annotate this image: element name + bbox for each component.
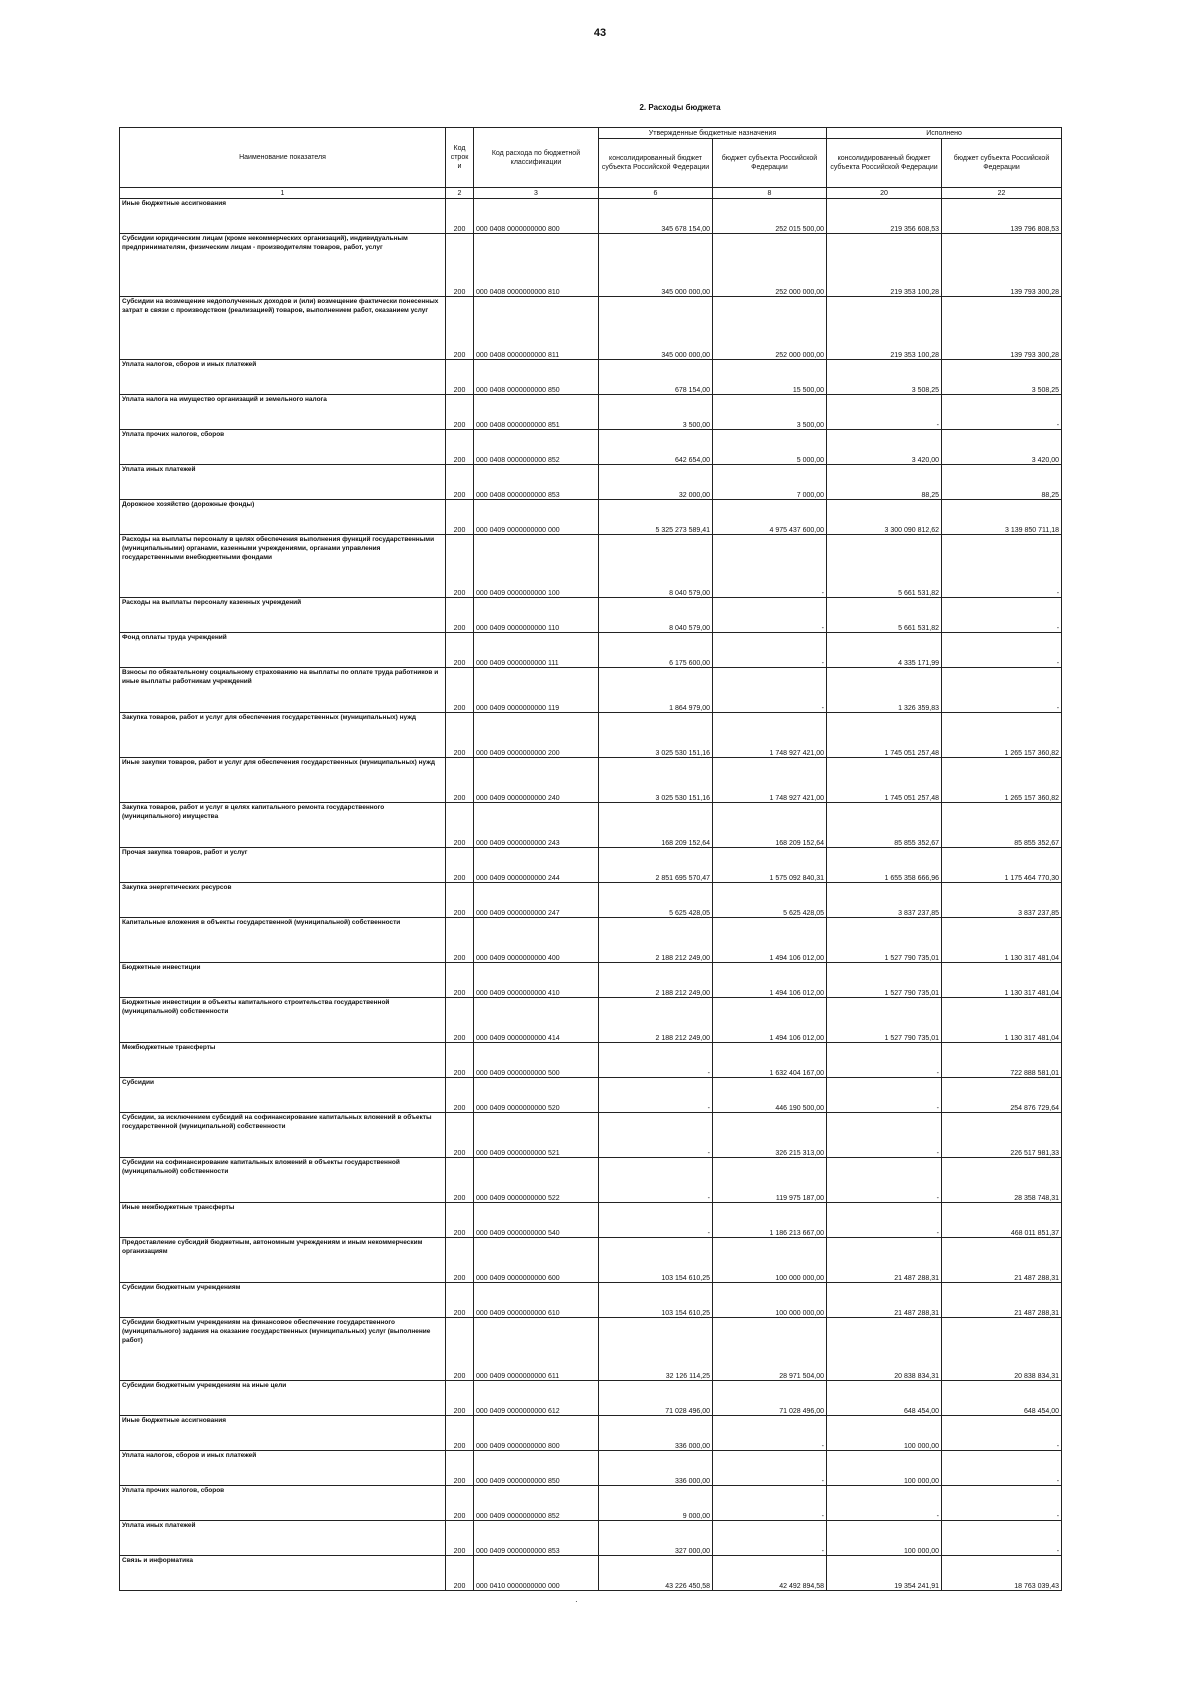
row-name: Уплата налогов, сборов и иных платежей — [120, 1451, 446, 1486]
row-approved-consolidated: 71 028 496,00 — [599, 1381, 713, 1416]
row-approved-subject: - — [713, 1521, 827, 1556]
header-executed: Исполнено — [827, 128, 1062, 139]
row-executed-consolidated: 3 837 237,85 — [827, 883, 942, 918]
row-executed-subject: 20 838 834,31 — [942, 1318, 1062, 1381]
row-executed-subject: - — [942, 1416, 1062, 1451]
row-executed-subject: 226 517 981,33 — [942, 1113, 1062, 1158]
row-class-code: 000 0408 0000000000 853 — [474, 465, 599, 500]
row-name: Уплата налога на имущество организаций и земельного налога — [120, 395, 446, 430]
row-line-code: 200 — [446, 465, 474, 500]
row-approved-subject: 1 748 927 421,00 — [713, 758, 827, 803]
header-name: Наименование показателя — [120, 128, 446, 188]
table-row — [120, 1451, 1062, 1486]
row-approved-consolidated: 6 175 600,00 — [599, 633, 713, 668]
row-name: Иные бюджетные ассигнования — [120, 1416, 446, 1451]
row-executed-consolidated: 3 508,25 — [827, 360, 942, 395]
row-name: Субсидии бюджетным учреждениям на финансовое обеспечение государственного (муниципального) задания на оказание государственных (муниципальных) услуг (выполнение работ) — [120, 1318, 446, 1381]
row-approved-subject: 15 500,00 — [713, 360, 827, 395]
row-class-code: 000 0409 0000000000 852 — [474, 1486, 599, 1521]
row-approved-consolidated: 103 154 610,25 — [599, 1283, 713, 1318]
row-executed-consolidated: 19 354 241,91 — [827, 1556, 942, 1591]
row-line-code: 200 — [446, 668, 474, 713]
row-line-code: 200 — [446, 1318, 474, 1381]
row-line-code: 200 — [446, 1451, 474, 1486]
row-approved-consolidated: 103 154 610,25 — [599, 1238, 713, 1283]
table-row — [120, 430, 1062, 465]
row-line-code: 200 — [446, 430, 474, 465]
row-name: Субсидии, за исключением субсидий на софинансирование капитальных вложений в объекты государственной (муниципальной) собственности — [120, 1113, 446, 1158]
row-executed-subject: 139 793 300,28 — [942, 297, 1062, 360]
row-class-code: 000 0409 0000000000 520 — [474, 1078, 599, 1113]
row-name: Предоставление субсидий бюджетным, автономным учреждениям и иным некоммерческим организациям — [120, 1238, 446, 1283]
row-name: Субсидии бюджетным учреждениям — [120, 1283, 446, 1318]
row-name: Субсидии бюджетным учреждениям на иные цели — [120, 1381, 446, 1416]
row-approved-consolidated: 2 188 212 249,00 — [599, 918, 713, 963]
row-executed-consolidated: - — [827, 1486, 942, 1521]
row-approved-consolidated: 3 025 530 151,16 — [599, 758, 713, 803]
row-approved-consolidated: 336 000,00 — [599, 1416, 713, 1451]
row-name: Уплата прочих налогов, сборов — [120, 430, 446, 465]
row-line-code: 200 — [446, 883, 474, 918]
row-approved-subject: 4 975 437 600,00 — [713, 500, 827, 535]
row-approved-consolidated: 345 678 154,00 — [599, 199, 713, 234]
row-executed-consolidated: - — [827, 1158, 942, 1203]
row-class-code: 000 0409 0000000000 247 — [474, 883, 599, 918]
header-class-code: Код расхода по бюджетной классификации — [474, 128, 599, 188]
row-approved-consolidated: 32 126 114,25 — [599, 1318, 713, 1381]
row-executed-subject: - — [942, 1451, 1062, 1486]
row-name: Иные межбюджетные трансферты — [120, 1203, 446, 1238]
row-approved-consolidated: 642 654,00 — [599, 430, 713, 465]
row-line-code: 200 — [446, 395, 474, 430]
row-class-code: 000 0408 0000000000 810 — [474, 234, 599, 297]
row-approved-subject: 100 000 000,00 — [713, 1283, 827, 1318]
row-executed-subject: - — [942, 1521, 1062, 1556]
row-name: Субсидии юридическим лицам (кроме некоммерческих организаций), индивидуальным предпринимателям, физическим лицам - производителям товаров, работ, услуг — [120, 234, 446, 297]
row-name: Субсидии — [120, 1078, 446, 1113]
row-executed-subject: - — [942, 598, 1062, 633]
row-name: Иные закупки товаров, работ и услуг для обеспечения государственных (муниципальных) нужд — [120, 758, 446, 803]
row-executed-consolidated: 20 838 834,31 — [827, 1318, 942, 1381]
table-row — [120, 883, 1062, 918]
row-approved-subject: 252 000 000,00 — [713, 234, 827, 297]
row-executed-subject: 21 487 288,31 — [942, 1238, 1062, 1283]
row-approved-consolidated: 5 625 428,05 — [599, 883, 713, 918]
column-number: 3 — [474, 188, 599, 199]
header-approved: Утвержденные бюджетные назначения — [599, 128, 827, 139]
header-approved-consolidated: консолидированный бюджет субъекта Российской Федерации — [599, 139, 713, 188]
row-executed-subject: 85 855 352,67 — [942, 803, 1062, 848]
row-line-code: 200 — [446, 1283, 474, 1318]
row-approved-subject: - — [713, 1416, 827, 1451]
row-executed-consolidated: 1 527 790 735,01 — [827, 998, 942, 1043]
row-executed-consolidated: 1 655 358 666,96 — [827, 848, 942, 883]
row-executed-subject: 648 454,00 — [942, 1381, 1062, 1416]
table-row — [120, 713, 1062, 758]
row-approved-subject: 3 500,00 — [713, 395, 827, 430]
row-class-code: 000 0409 0000000000 000 — [474, 500, 599, 535]
row-executed-consolidated: 100 000,00 — [827, 1521, 942, 1556]
row-class-code: 000 0409 0000000000 540 — [474, 1203, 599, 1238]
row-executed-subject: 3 420,00 — [942, 430, 1062, 465]
row-executed-consolidated: - — [827, 1113, 942, 1158]
row-line-code: 200 — [446, 713, 474, 758]
column-number: 6 — [599, 188, 713, 199]
row-executed-subject: 1 265 157 360,82 — [942, 758, 1062, 803]
row-class-code: 000 0409 0000000000 100 — [474, 535, 599, 598]
row-name: Межбюджетные трансферты — [120, 1043, 446, 1078]
row-approved-consolidated: 336 000,00 — [599, 1451, 713, 1486]
row-executed-consolidated: - — [827, 1078, 942, 1113]
row-approved-subject: 326 215 313,00 — [713, 1113, 827, 1158]
row-class-code: 000 0409 0000000000 850 — [474, 1451, 599, 1486]
row-name: Расходы на выплаты персоналу казенных учреждений — [120, 598, 446, 633]
row-executed-consolidated: 21 487 288,31 — [827, 1238, 942, 1283]
row-class-code: 000 0409 0000000000 400 — [474, 918, 599, 963]
row-executed-subject: - — [942, 633, 1062, 668]
table-row — [120, 1158, 1062, 1203]
row-name: Расходы на выплаты персоналу в целях обеспечения выполнения функций государственными (муниципальными) органами, казенными учреждениями, органами управления государственными внебюджетными фондами — [120, 535, 446, 598]
row-class-code: 000 0409 0000000000 119 — [474, 668, 599, 713]
row-executed-subject: - — [942, 668, 1062, 713]
row-class-code: 000 0409 0000000000 521 — [474, 1113, 599, 1158]
row-class-code: 000 0409 0000000000 111 — [474, 633, 599, 668]
row-class-code: 000 0409 0000000000 612 — [474, 1381, 599, 1416]
table-row — [120, 918, 1062, 963]
column-number: 1 — [120, 188, 446, 199]
row-approved-consolidated: - — [599, 1113, 713, 1158]
row-executed-consolidated: 1 527 790 735,01 — [827, 963, 942, 998]
row-approved-consolidated: 327 000,00 — [599, 1521, 713, 1556]
row-approved-subject: 42 492 894,58 — [713, 1556, 827, 1591]
row-executed-consolidated: 648 454,00 — [827, 1381, 942, 1416]
row-executed-consolidated: - — [827, 1203, 942, 1238]
row-approved-subject: 252 015 500,00 — [713, 199, 827, 234]
table-body — [120, 199, 1062, 1591]
row-line-code: 200 — [446, 1203, 474, 1238]
row-approved-subject: 1 494 106 012,00 — [713, 918, 827, 963]
row-executed-subject: 28 358 748,31 — [942, 1158, 1062, 1203]
row-executed-subject: 1 175 464 770,30 — [942, 848, 1062, 883]
row-approved-consolidated: 32 000,00 — [599, 465, 713, 500]
table-row — [120, 1381, 1062, 1416]
table-row — [120, 1283, 1062, 1318]
table-row — [120, 395, 1062, 430]
table-row — [120, 1113, 1062, 1158]
table-row — [120, 1238, 1062, 1283]
row-executed-consolidated: 85 855 352,67 — [827, 803, 942, 848]
row-line-code: 200 — [446, 918, 474, 963]
row-approved-subject: 119 975 187,00 — [713, 1158, 827, 1203]
row-class-code: 000 0409 0000000000 611 — [474, 1318, 599, 1381]
row-name: Дорожное хозяйство (дорожные фонды) — [120, 500, 446, 535]
table-row — [120, 998, 1062, 1043]
row-executed-consolidated: 5 661 531,82 — [827, 598, 942, 633]
row-name: Иные бюджетные ассигнования — [120, 199, 446, 234]
page-number: 43 — [593, 27, 607, 39]
row-executed-subject: - — [942, 1486, 1062, 1521]
row-class-code: 000 0408 0000000000 850 — [474, 360, 599, 395]
row-line-code: 200 — [446, 1416, 474, 1451]
expenses-table — [119, 127, 1062, 1591]
row-approved-subject: 446 190 500,00 — [713, 1078, 827, 1113]
table-row — [120, 1556, 1062, 1591]
row-executed-subject: 3 508,25 — [942, 360, 1062, 395]
row-executed-subject: 1 265 157 360,82 — [942, 713, 1062, 758]
row-line-code: 200 — [446, 1158, 474, 1203]
row-approved-subject: - — [713, 1451, 827, 1486]
row-line-code: 200 — [446, 500, 474, 535]
row-name: Прочая закупка товаров, работ и услуг — [120, 848, 446, 883]
row-class-code: 000 0410 0000000000 000 — [474, 1556, 599, 1591]
row-executed-subject: 1 130 317 481,04 — [942, 998, 1062, 1043]
row-approved-subject: 7 000,00 — [713, 465, 827, 500]
row-class-code: 000 0409 0000000000 110 — [474, 598, 599, 633]
row-approved-subject: - — [713, 668, 827, 713]
table-row — [120, 848, 1062, 883]
row-name: Закупка энергетических ресурсов — [120, 883, 446, 918]
row-line-code: 200 — [446, 535, 474, 598]
header-approved-subject: бюджет субъекта Российской Федерации — [713, 139, 827, 188]
section-title: 2. Расходы бюджета — [639, 103, 721, 112]
table-row — [120, 1203, 1062, 1238]
row-line-code: 200 — [446, 1238, 474, 1283]
row-approved-subject: 1 632 404 167,00 — [713, 1043, 827, 1078]
table-row — [120, 500, 1062, 535]
row-name: Бюджетные инвестиции в объекты капитального строительства государственной (муниципальной) собственности — [120, 998, 446, 1043]
row-approved-subject: 1 186 213 667,00 — [713, 1203, 827, 1238]
row-approved-subject: 5 000,00 — [713, 430, 827, 465]
row-name: Закупка товаров, работ и услуг для обеспечения государственных (муниципальных) нужд — [120, 713, 446, 758]
row-approved-consolidated: 3 500,00 — [599, 395, 713, 430]
row-approved-subject: 28 971 504,00 — [713, 1318, 827, 1381]
row-executed-subject: 1 130 317 481,04 — [942, 963, 1062, 998]
row-class-code: 000 0408 0000000000 852 — [474, 430, 599, 465]
row-approved-subject: 100 000 000,00 — [713, 1238, 827, 1283]
row-approved-consolidated: 678 154,00 — [599, 360, 713, 395]
row-class-code: 000 0409 0000000000 610 — [474, 1283, 599, 1318]
row-class-code: 000 0409 0000000000 414 — [474, 998, 599, 1043]
row-approved-consolidated: 2 851 695 570,47 — [599, 848, 713, 883]
row-approved-subject: 1 494 106 012,00 — [713, 963, 827, 998]
row-name: Уплата иных платежей — [120, 1521, 446, 1556]
row-executed-consolidated: 219 353 100,28 — [827, 297, 942, 360]
column-number: 2 — [446, 188, 474, 199]
table-row — [120, 803, 1062, 848]
row-executed-consolidated: 3 300 090 812,62 — [827, 500, 942, 535]
table-row — [120, 234, 1062, 297]
table-row — [120, 297, 1062, 360]
table-row — [120, 1078, 1062, 1113]
row-class-code: 000 0408 0000000000 851 — [474, 395, 599, 430]
row-approved-consolidated: - — [599, 1158, 713, 1203]
row-approved-consolidated: 8 040 579,00 — [599, 598, 713, 633]
row-name: Бюджетные инвестиции — [120, 963, 446, 998]
row-approved-consolidated: 2 188 212 249,00 — [599, 963, 713, 998]
row-executed-consolidated: 1 527 790 735,01 — [827, 918, 942, 963]
row-line-code: 200 — [446, 199, 474, 234]
row-class-code: 000 0409 0000000000 240 — [474, 758, 599, 803]
row-executed-consolidated: 5 661 531,82 — [827, 535, 942, 598]
row-approved-consolidated: 8 040 579,00 — [599, 535, 713, 598]
header-executed-consolidated: консолидированный бюджет субъекта Российской Федерации — [827, 139, 942, 188]
row-approved-subject: 1 575 092 840,31 — [713, 848, 827, 883]
row-name: Уплата иных платежей — [120, 465, 446, 500]
column-number: 8 — [713, 188, 827, 199]
table-row — [120, 758, 1062, 803]
table-row — [120, 360, 1062, 395]
row-approved-subject: - — [713, 535, 827, 598]
row-approved-subject: 168 209 152,64 — [713, 803, 827, 848]
table-row — [120, 963, 1062, 998]
header-executed-subject: бюджет субъекта Российской Федерации — [942, 139, 1062, 188]
row-name: Субсидии на возмещение недополученных доходов и (или) возмещение фактически понесенных затрат в связи с производством (реализацией) товаров, выполнением работ, оказанием услуг — [120, 297, 446, 360]
row-line-code: 200 — [446, 758, 474, 803]
row-approved-subject: 1 748 927 421,00 — [713, 713, 827, 758]
row-line-code: 200 — [446, 360, 474, 395]
header-line-code: Код строк и — [446, 128, 474, 188]
row-executed-subject: 88,25 — [942, 465, 1062, 500]
row-approved-subject: - — [713, 633, 827, 668]
table-row — [120, 1486, 1062, 1521]
row-executed-subject: 254 876 729,64 — [942, 1078, 1062, 1113]
table-row — [120, 1521, 1062, 1556]
row-approved-subject: - — [713, 598, 827, 633]
table-row — [120, 1318, 1062, 1381]
row-class-code: 000 0409 0000000000 410 — [474, 963, 599, 998]
row-executed-consolidated: 1 326 359,83 — [827, 668, 942, 713]
row-name: Капитальные вложения в объекты государственной (муниципальной) собственности — [120, 918, 446, 963]
table-row — [120, 1416, 1062, 1451]
row-executed-consolidated: - — [827, 1043, 942, 1078]
row-approved-consolidated: 9 000,00 — [599, 1486, 713, 1521]
row-class-code: 000 0409 0000000000 853 — [474, 1521, 599, 1556]
row-line-code: 200 — [446, 963, 474, 998]
row-class-code: 000 0409 0000000000 800 — [474, 1416, 599, 1451]
row-name: Субсидии на софинансирование капитальных вложений в объекты государственной (муниципальной) собственности — [120, 1158, 446, 1203]
row-line-code: 200 — [446, 1486, 474, 1521]
row-executed-subject: 18 763 039,43 — [942, 1556, 1062, 1591]
row-executed-subject: 722 888 581,01 — [942, 1043, 1062, 1078]
row-executed-subject: 3 139 850 711,18 — [942, 500, 1062, 535]
row-line-code: 200 — [446, 998, 474, 1043]
row-approved-subject: 5 625 428,05 — [713, 883, 827, 918]
row-approved-consolidated: 345 000 000,00 — [599, 234, 713, 297]
column-number: 22 — [942, 188, 1062, 199]
row-executed-consolidated: 1 745 051 257,48 — [827, 758, 942, 803]
row-line-code: 200 — [446, 848, 474, 883]
row-approved-consolidated: 345 000 000,00 — [599, 297, 713, 360]
row-approved-consolidated: - — [599, 1203, 713, 1238]
row-executed-consolidated: 88,25 — [827, 465, 942, 500]
row-line-code: 200 — [446, 234, 474, 297]
row-approved-consolidated: 168 209 152,64 — [599, 803, 713, 848]
row-executed-consolidated: 219 356 608,53 — [827, 199, 942, 234]
row-executed-subject: 21 487 288,31 — [942, 1283, 1062, 1318]
row-line-code: 200 — [446, 1556, 474, 1591]
row-executed-consolidated: 1 745 051 257,48 — [827, 713, 942, 758]
row-line-code: 200 — [446, 598, 474, 633]
row-executed-subject: - — [942, 535, 1062, 598]
row-approved-consolidated: - — [599, 1078, 713, 1113]
row-class-code: 000 0408 0000000000 811 — [474, 297, 599, 360]
row-line-code: 200 — [446, 1113, 474, 1158]
row-executed-consolidated: 100 000,00 — [827, 1451, 942, 1486]
row-executed-consolidated: 219 353 100,28 — [827, 234, 942, 297]
row-line-code: 200 — [446, 633, 474, 668]
row-line-code: 200 — [446, 803, 474, 848]
row-name: Взносы по обязательному социальному страхованию на выплаты по оплате труда работников и иные выплаты работникам учреждений — [120, 668, 446, 713]
row-line-code: 200 — [446, 1043, 474, 1078]
row-approved-subject: 252 000 000,00 — [713, 297, 827, 360]
column-number: 20 — [827, 188, 942, 199]
row-class-code: 000 0409 0000000000 500 — [474, 1043, 599, 1078]
table-row — [120, 633, 1062, 668]
row-executed-consolidated: - — [827, 395, 942, 430]
row-executed-consolidated: 4 335 171,99 — [827, 633, 942, 668]
row-approved-subject: 1 494 106 012,00 — [713, 998, 827, 1043]
table-row — [120, 598, 1062, 633]
row-executed-subject: 3 837 237,85 — [942, 883, 1062, 918]
table-row — [120, 535, 1062, 598]
row-name: Уплата прочих налогов, сборов — [120, 1486, 446, 1521]
row-approved-subject: - — [713, 1486, 827, 1521]
row-class-code: 000 0409 0000000000 200 — [474, 713, 599, 758]
row-approved-consolidated: 5 325 273 589,41 — [599, 500, 713, 535]
row-approved-consolidated: 3 025 530 151,16 — [599, 713, 713, 758]
row-name: Фонд оплаты труда учреждений — [120, 633, 446, 668]
row-name: Уплата налогов, сборов и иных платежей — [120, 360, 446, 395]
row-approved-consolidated: 43 226 450,58 — [599, 1556, 713, 1591]
row-approved-subject: 71 028 496,00 — [713, 1381, 827, 1416]
row-executed-subject: 139 796 808,53 — [942, 199, 1062, 234]
row-class-code: 000 0408 0000000000 800 — [474, 199, 599, 234]
table-row — [120, 199, 1062, 234]
row-executed-consolidated: 3 420,00 — [827, 430, 942, 465]
row-approved-consolidated: 2 188 212 249,00 — [599, 998, 713, 1043]
row-approved-consolidated: - — [599, 1043, 713, 1078]
row-executed-consolidated: 100 000,00 — [827, 1416, 942, 1451]
row-name: Закупка товаров, работ и услуг в целях капитального ремонта государственного (муниципального) имущества — [120, 803, 446, 848]
row-line-code: 200 — [446, 1521, 474, 1556]
row-class-code: 000 0409 0000000000 600 — [474, 1238, 599, 1283]
row-executed-subject: 468 011 851,37 — [942, 1203, 1062, 1238]
page-mark: · — [575, 1597, 578, 1606]
row-class-code: 000 0409 0000000000 522 — [474, 1158, 599, 1203]
row-class-code: 000 0409 0000000000 243 — [474, 803, 599, 848]
row-line-code: 200 — [446, 1078, 474, 1113]
row-class-code: 000 0409 0000000000 244 — [474, 848, 599, 883]
row-approved-consolidated: 1 864 979,00 — [599, 668, 713, 713]
table-row — [120, 1043, 1062, 1078]
row-executed-consolidated: 21 487 288,31 — [827, 1283, 942, 1318]
row-line-code: 200 — [446, 297, 474, 360]
table-row — [120, 465, 1062, 500]
row-executed-subject: 1 130 317 481,04 — [942, 918, 1062, 963]
table-row — [120, 668, 1062, 713]
row-executed-subject: - — [942, 395, 1062, 430]
row-name: Связь и информатика — [120, 1556, 446, 1591]
row-line-code: 200 — [446, 1381, 474, 1416]
row-executed-subject: 139 793 300,28 — [942, 234, 1062, 297]
